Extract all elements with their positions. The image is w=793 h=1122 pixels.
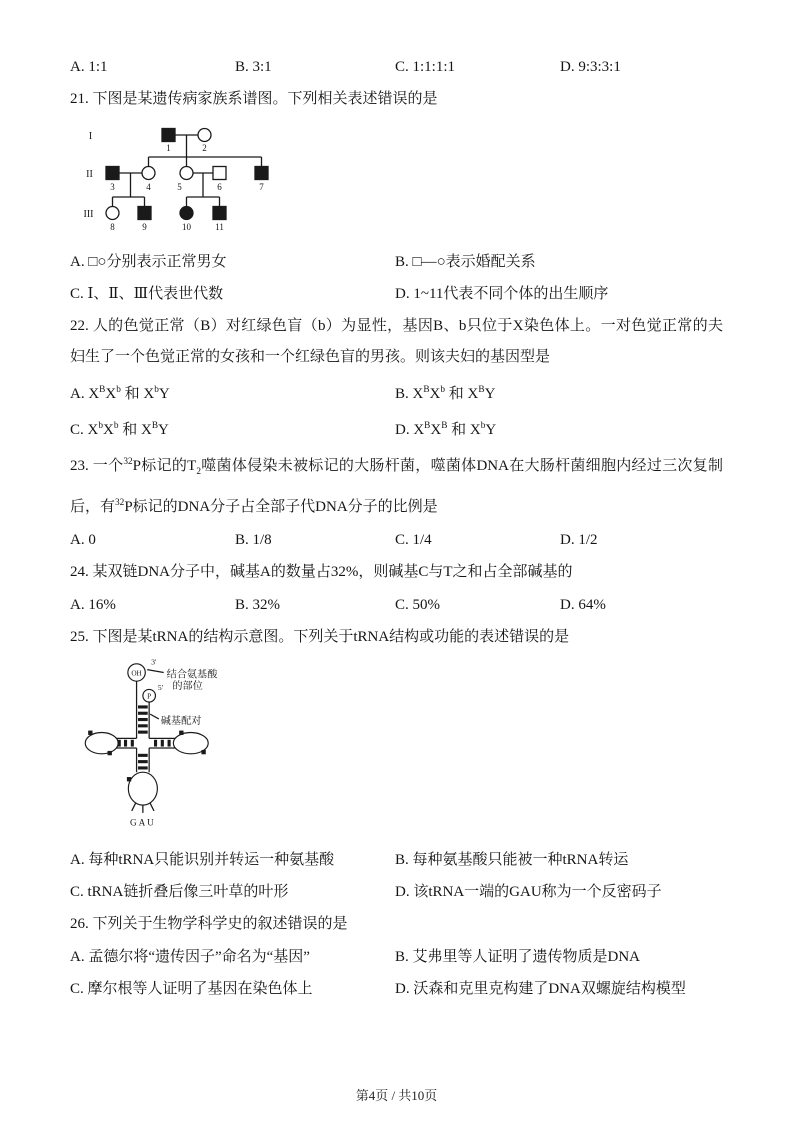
q26-option-a: A. 孟德尔将“遗传因子”命名为“基因”	[70, 949, 310, 965]
q26-options-row-2	[70, 974, 723, 1004]
q20-options-row	[70, 52, 723, 82]
q25-option-a: A. 每种tRNA只能识别并转运一种氨基酸	[70, 852, 335, 868]
q20-option-d: D. 9:3:3:1	[560, 59, 621, 75]
q21-option-c: C. Ⅰ、Ⅱ、Ⅲ代表世代数	[70, 286, 224, 302]
q22-option-c: C. $X^bX^b$ 和 $X^BY$	[70, 421, 169, 438]
trna-figure	[74, 657, 723, 839]
trna-amino-site-label-line1: 结合氨基酸	[166, 669, 218, 681]
individual-11-affected-male	[213, 207, 226, 220]
pedigree-number-7: 7	[259, 182, 264, 192]
q26-option-c: C. 摩尔根等人证明了基因在染色体上	[70, 981, 313, 997]
q24-option-c: C. 50%	[395, 597, 440, 613]
individual-9-affected-male	[138, 207, 151, 220]
q22-stem: 22. 人的色觉正常（B）对红绿色盲（b）为显性，基因B、b只位于X染色体上。一对色觉正常的夫妇生了一个色觉正常的女孩和一个红绿色盲的男孩。则该夫妇的基因型是	[70, 318, 723, 365]
pedigree-number-10: 10	[182, 222, 191, 232]
q24-option-d: D. 64%	[560, 597, 606, 613]
trna-p-label: P	[147, 692, 152, 701]
pedigree-generation-3	[106, 207, 226, 220]
q22-option-b: B. $X^BX^b$ 和 $X^BY$	[395, 385, 496, 402]
trna-three-prime-label: 3'	[151, 657, 157, 667]
generation-label-2: II	[86, 169, 93, 180]
q24-option-b: B. 32%	[235, 597, 280, 613]
individual-3-affected-male	[106, 167, 119, 180]
generation-label-3: III	[83, 209, 94, 220]
q21-options-row-2	[70, 279, 723, 309]
pedigree-number-1: 1	[166, 143, 171, 153]
q25-option-b: B. 每种氨基酸只能被一种tRNA转运	[395, 852, 629, 868]
q25-stem: 25. 下图是某tRNA的结构示意图。下列关于tRNA结构或功能的表述错误的是	[70, 629, 570, 645]
q21-stem: 21. 下图是某遗传病家族系谱图。下列相关表述错误的是	[70, 91, 438, 107]
q20-option-b: B. 3:1	[235, 59, 272, 75]
q25-option-c: C. tRNA链折叠后像三叶草的叶形	[70, 884, 289, 900]
pedigree-number-6: 6	[217, 182, 222, 192]
q22-option-d: D. $X^BX^B$ 和 $X^bY$	[395, 421, 497, 438]
pedigree-number-4: 4	[146, 182, 151, 192]
q23-option-a: A. 0	[70, 532, 96, 548]
trna-five-prime-label: 5'	[157, 682, 164, 692]
q25-option-d: D. 该tRNA一端的GAU称为一个反密码子	[395, 884, 662, 900]
q26-option-b: B. 艾弗里等人证明了遗传物质是DNA	[395, 949, 641, 965]
q26-stem: 26. 下列关于生物学科学史的叙述错误的是	[70, 916, 348, 932]
q20-option-a: A. 1:1	[70, 59, 108, 75]
q24-stem: 24. 某双链DNA分子中，碱基A的数量占32%，则碱基C与T之和占全部碱基的	[70, 564, 573, 580]
q21-option-d: D. 1~11代表不同个体的出生顺序	[395, 286, 609, 302]
q22-options-row-2	[70, 411, 723, 445]
q21-option-b: B. □—○表示婚配关系	[395, 254, 536, 270]
q26-options-row-1	[70, 942, 723, 972]
q23-stem: 23. 一个$^{32}$P标记的$T_2$噬菌体侵染未被标记的大肠杆菌，噬菌体DNA在大肠杆菌细胞内经过三次复制后，有$^{32}$P标记的DNA分子占全部子代DNA分子的比例是	[70, 457, 723, 515]
individual-5-normal-female	[180, 167, 193, 180]
q24-options-row	[70, 590, 723, 620]
individual-2-normal-female	[198, 129, 211, 142]
individual-8-normal-female	[106, 207, 119, 220]
q21-options-row-1	[70, 247, 723, 277]
page-footer: 第4页 / 共10页	[355, 1088, 438, 1103]
q24-option-a: A. 16%	[70, 597, 116, 613]
q22-options-row-1	[70, 375, 723, 409]
trna-left-loop	[85, 733, 118, 754]
trna-oh-label: OH	[131, 669, 142, 678]
trna-anticodon-loop	[128, 772, 157, 805]
pedigree-number-5: 5	[177, 182, 182, 192]
generation-label-1: I	[88, 131, 93, 142]
q25-options-row-2	[70, 877, 723, 907]
q26-option-d: D. 沃森和克里克构建了DNA双螺旋结构模型	[395, 981, 686, 997]
individual-4-normal-female	[142, 167, 155, 180]
q23-option-b: B. 1/8	[235, 532, 272, 548]
q22-option-a: A. $X^BX^b$ 和 $X^bY$	[70, 385, 170, 402]
trna-base-pairing-label: 碱基配对	[160, 715, 202, 727]
pedigree-number-2: 2	[202, 143, 207, 153]
q23-option-d: D. 1/2	[560, 532, 598, 548]
q23-option-c: C. 1/4	[395, 532, 432, 548]
pedigree-svg	[74, 119, 304, 241]
pedigree-number-9: 9	[142, 222, 147, 232]
pedigree-figure	[74, 119, 723, 241]
pedigree-number-11: 11	[215, 222, 224, 232]
pedigree-number-3: 3	[110, 182, 115, 192]
q25-options-row-1	[70, 845, 723, 875]
trna-anticodon-label: GAU	[130, 817, 156, 828]
individual-10-affected-female	[180, 207, 193, 220]
pedigree-number-8: 8	[110, 222, 115, 232]
q20-option-c: C. 1:1:1:1	[395, 59, 456, 75]
individual-1-affected-male	[162, 129, 175, 142]
q23-options-row	[70, 525, 723, 555]
trna-svg	[74, 657, 264, 839]
trna-amino-site-label-line2: 的部位	[172, 680, 203, 692]
individual-6-normal-male	[213, 167, 226, 180]
q21-option-a: A. □○分别表示正常男女	[70, 254, 227, 270]
individual-7-affected-male	[255, 167, 268, 180]
